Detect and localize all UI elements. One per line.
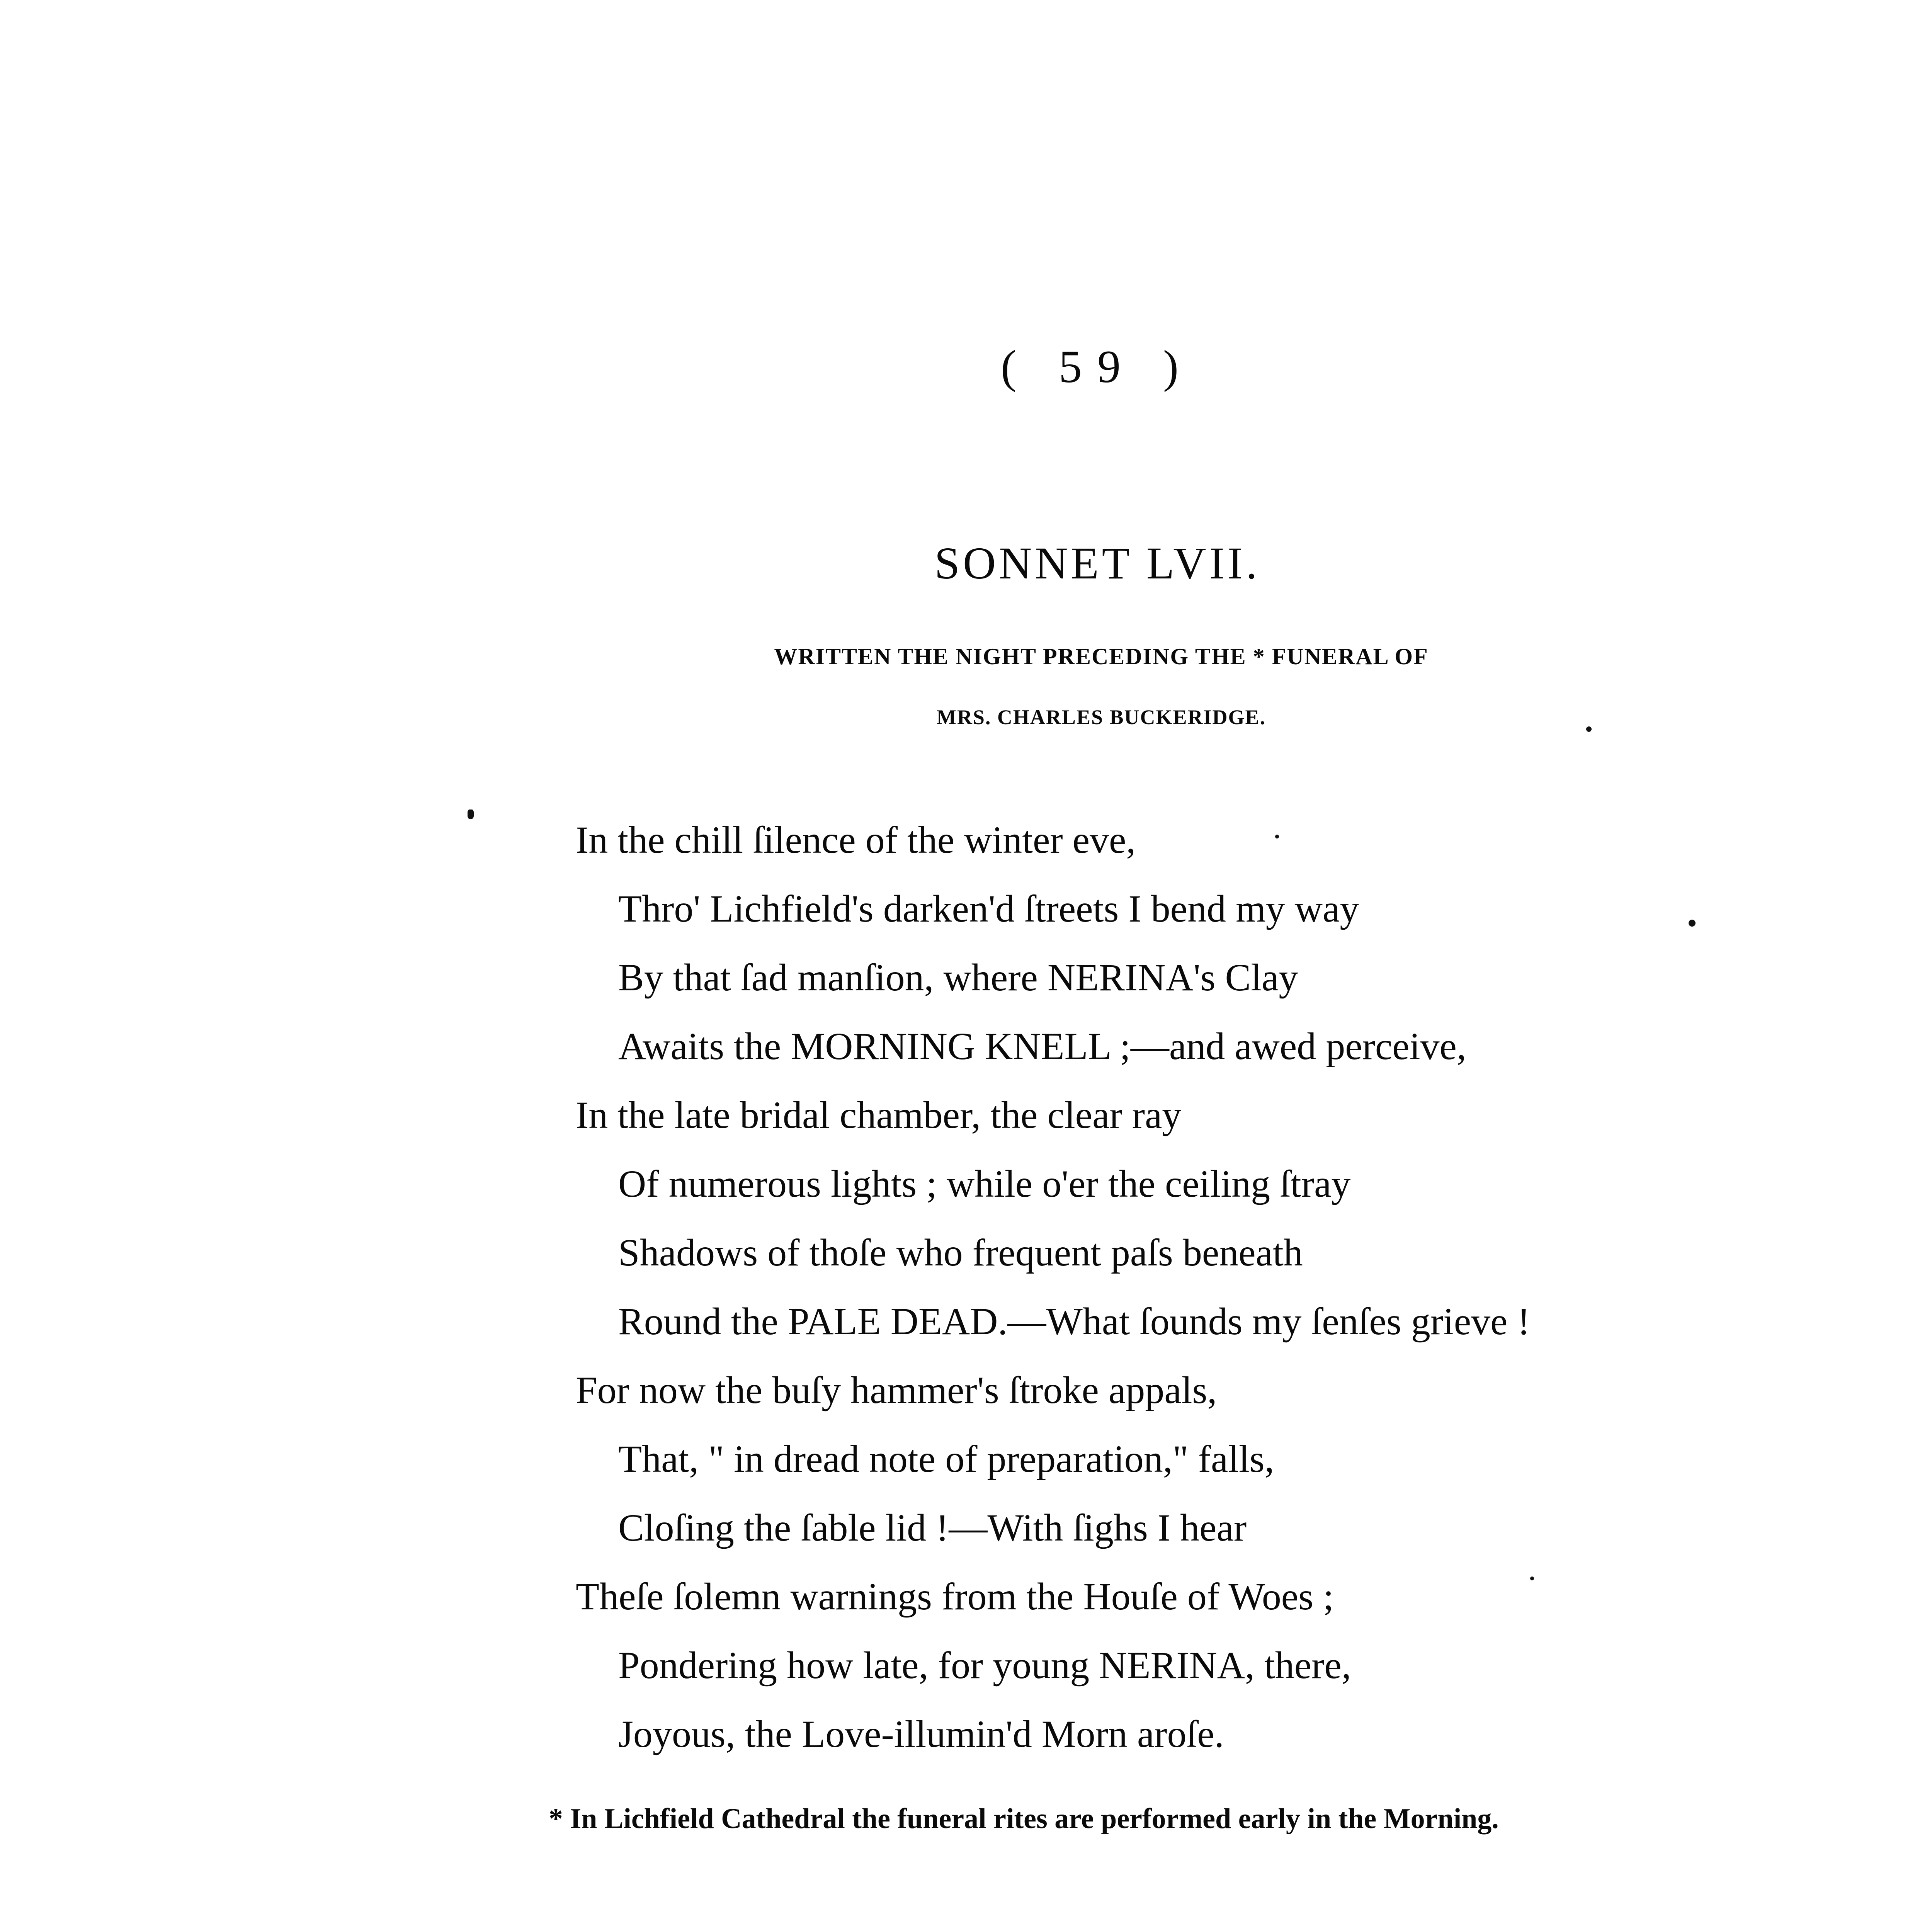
poem-line: Round the PALE DEAD.—What ſounds my ſenſes grieve !	[618, 1300, 1530, 1343]
poem-line: Theſe ſolemn warnings from the Houſe of Woes ;	[576, 1575, 1334, 1618]
poem-line: In the chill ſilence of the winter eve,	[576, 818, 1136, 861]
subtitle-line-1: WRITTEN THE NIGHT PRECEDING THE * FUNERAL OF	[774, 644, 1429, 669]
scan-speck	[1689, 920, 1696, 927]
footnote: * In Lichfield Cathedral the funeral rites are performed early in the Morning.	[549, 1803, 1499, 1835]
poem-line: For now the buſy hammer's ſtroke appals,	[576, 1369, 1217, 1412]
subtitle-line-2: MRS. CHARLES BUCKERIDGE.	[936, 706, 1266, 729]
poem-line: Of numerous lights ; while o'er the ceiling ſtray	[618, 1162, 1351, 1205]
scan-speck	[1275, 835, 1279, 838]
poem-body	[576, 806, 1812, 1769]
poem-line: Shadows of thoſe who frequent paſs beneath	[618, 1231, 1303, 1274]
scan-speck	[1586, 726, 1592, 732]
poem-line: Cloſing the ſable lid !—With ſighs I hear	[618, 1506, 1247, 1549]
poem-line: That, " in dread note of preparation," falls,	[618, 1437, 1274, 1480]
page-number: ( 59 )	[1001, 341, 1194, 392]
poem-line: By that ſad manſion, where NERINA's Clay	[618, 956, 1298, 999]
sonnet-title: SONNET LVII.	[934, 538, 1260, 588]
poem-line: Thro' Lichfield's darken'd ſtreets I bend my way	[618, 887, 1359, 930]
scan-speck	[1530, 1577, 1534, 1580]
scan-speck	[468, 810, 474, 819]
poem-line: Pondering how late, for young NERINA, there,	[618, 1644, 1351, 1687]
poem-line: Joyous, the Love-illumin'd Morn aroſe.	[618, 1713, 1224, 1755]
poem-line: Awaits the MORNING KNELL ;—and awed perceive,	[618, 1025, 1466, 1068]
poem-line: In the late bridal chamber, the clear ray	[576, 1094, 1182, 1136]
